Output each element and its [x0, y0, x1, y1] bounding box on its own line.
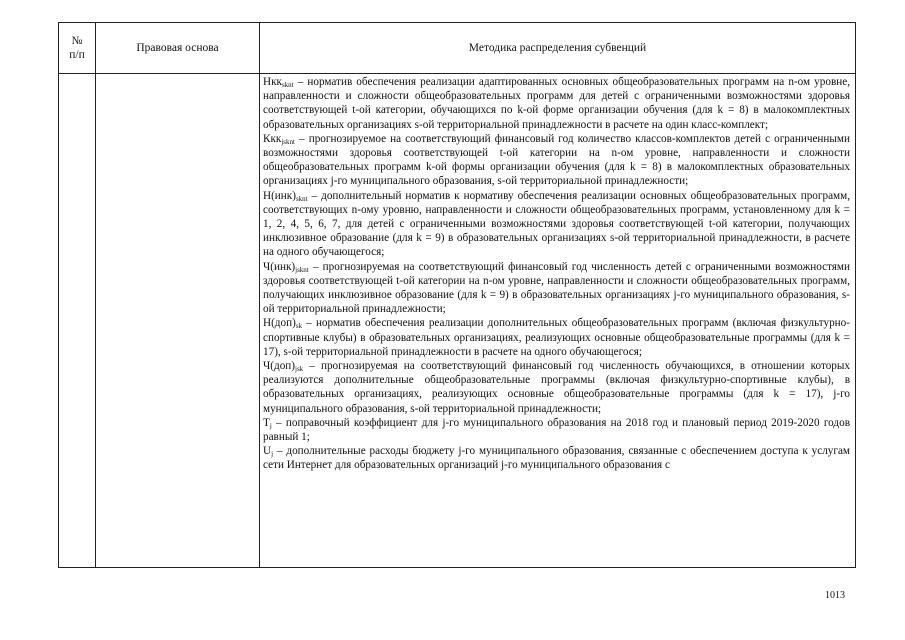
definition-text: – норматив обеспечения реализации адаптированных основных общеобразовательных программ на n-ом уровне, направленности и сложности общеобразовательных программ для детей с ограниченными возможностями здоровья соответствующей t-ой категории, обучающихся по k-ой форме организации обучения (для k = 8) в малокомплектных образовательных организациях s-ой территориальной принадлежности в расчете на один класс-комплект; — [263, 76, 850, 131]
definition-paragraph — [263, 444, 850, 472]
definition-paragraph — [263, 75, 850, 132]
variable-subscript: jsk — [295, 365, 304, 374]
variable-symbol: Ч(инк) — [263, 260, 296, 273]
definition-text: – прогнозируемое на соответствующий финансовый год количество классов-комплектов детей с ограниченными возможностями здоровья соответствующей t-ой категории на n-ом уровне, направленности и сложности общеобразовательных программ k-ой формы организации обучения (для k = 8) в малокомплектных образовательных организациях j-го муниципального образования, s-ой территориальной принадлежности; — [263, 132, 850, 188]
variable-symbol: Ч(доп) — [263, 360, 295, 373]
variable-symbol: T — [263, 416, 270, 429]
header-methodology: Методика распределения субвенций — [468, 42, 647, 54]
variable-symbol: Н(инк) — [263, 189, 296, 202]
header-number-symbol: № — [71, 35, 83, 47]
variable-subscript: sk — [295, 322, 303, 331]
column-divider — [95, 23, 96, 567]
definition-paragraph — [263, 132, 850, 189]
variable-symbol: Нкк — [263, 76, 282, 88]
header-number-cell — [59, 23, 95, 73]
definition-paragraph — [263, 359, 850, 416]
definition-text: – поправочный коэффициент для j-го муниципального образования на 2018 год и плановый период 2019-2020 годов равный 1; — [263, 416, 850, 444]
definition-paragraph — [263, 316, 850, 359]
header-number-label: п/п — [69, 49, 85, 61]
variable-subscript: j — [269, 421, 272, 430]
definition-paragraph — [263, 416, 850, 444]
variable-symbol: Н(доп) — [263, 317, 296, 330]
variable-subscript: j — [271, 450, 274, 459]
variable-subscript: sknt — [295, 194, 308, 203]
variable-subscript: jsknt — [281, 137, 295, 146]
page-number: 1013 — [825, 590, 845, 601]
definition-text: – прогнозируемая на соответствующий финансовый год численность детей с ограниченными возможностями здоровья соответствующей t-ой категории на n-ом уровне, направленности и сложности общеобразовательных программ, получающих инклюзивное образование (для k = 9) в образовательных организациях j-го муниципального образования, s-ой территориальной принадлежности; — [263, 260, 850, 316]
header-legal-basis: Правовая основа — [136, 42, 219, 54]
definition-text: – дополнительный норматив к нормативу обеспечения реализации основных общеобразовательных программ, соответствующих n-ому уровню, направленности и сложности общеобразовательных программ, установленному для k = 1, 2, 4, 5, 6, 7, для детей с ограниченными возможностями здоровья соответствующей t-ой категории, получающих инклюзивное образование (для k = 9) в образовательных организациях s-ой территориальной принадлежности, в расчете на одного обучающегося; — [263, 189, 850, 259]
definition-paragraph — [263, 260, 850, 317]
definition-paragraph — [263, 189, 850, 260]
variable-subscript: sknt — [281, 81, 294, 89]
definition-text: – прогнозируемая на соответствующий финансовый год численность обучающихся, в отношении которых реализуются дополнительные общеобразовательные программы (включая физкультурно-спортивные клубы), в образовательных организациях, реализующих основные общеобразовательные программы (для k = 17), j-го муниципального образования, s-ой территориальной принадлежности; — [263, 360, 850, 415]
definition-text: – норматив обеспечения реализации дополнительных общеобразовательных программ (включая физкультурно-спортивные клубы) в образовательных организациях, реализующих основные общеобразовательные программы (для k = 17), s-ой территориальной принадлежности в расчете на одного обучающегося; — [263, 317, 850, 358]
methodology-text-cell — [259, 74, 855, 567]
definition-text: – дополнительные расходы бюджету j-го муниципального образования, связанные с обеспечением доступа к услугам сети Интернет для образовательных организаций j-го муниципального образования с — [263, 445, 850, 472]
variable-subscript: jsknt — [295, 265, 309, 274]
variable-symbol: U — [263, 445, 272, 458]
methodology-table — [58, 22, 856, 568]
variable-symbol: Ккк — [263, 132, 282, 145]
